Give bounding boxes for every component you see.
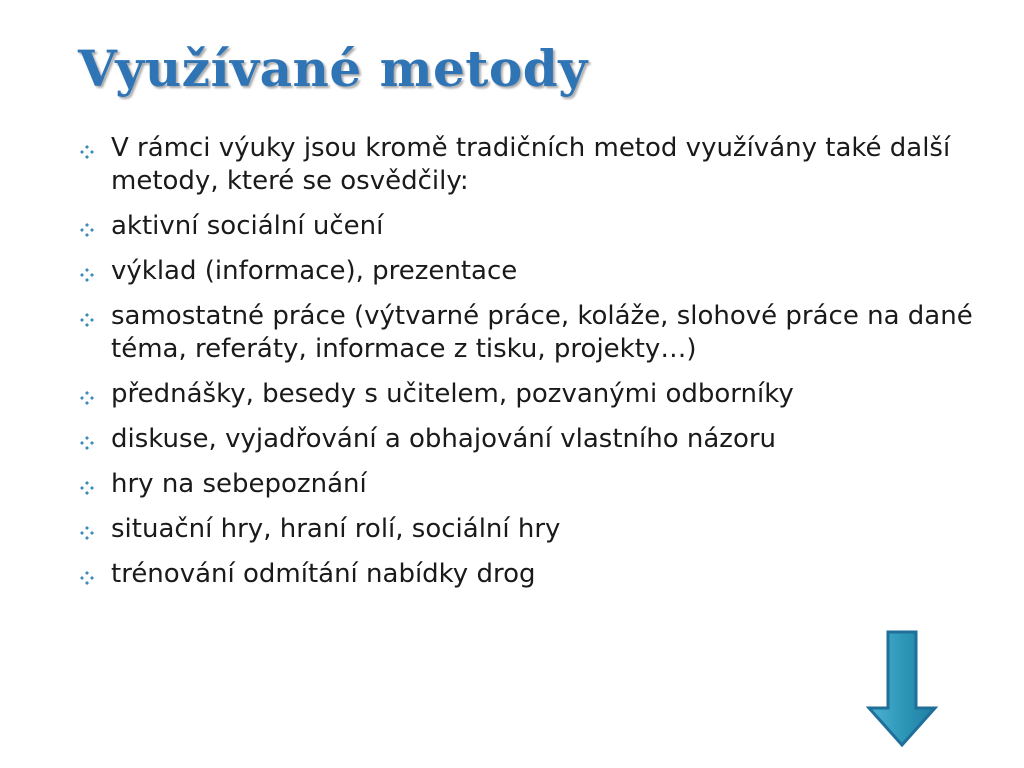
list-item (78, 558, 978, 591)
bullet-list (78, 132, 978, 603)
bullet-text: situační hry, hraní rolí, sociální hry (111, 514, 561, 544)
list-item (78, 513, 978, 546)
four-diamond-icon (80, 223, 94, 237)
four-diamond-icon (80, 268, 94, 282)
four-diamond-icon (80, 571, 94, 585)
bullet-text: V rámci výuky jsou kromě tradičních metod využívány také další metody, které se osvědčily: (111, 133, 951, 196)
list-item (78, 255, 978, 288)
list-item (78, 423, 978, 456)
arrow-down-icon[interactable] (866, 630, 938, 748)
list-item (78, 300, 978, 366)
bullet-text: trénování odmítání nabídky drog (111, 559, 536, 589)
bullet-text: výklad (informace), prezentace (111, 256, 518, 286)
four-diamond-icon (80, 145, 94, 159)
four-diamond-icon (80, 391, 94, 405)
four-diamond-icon (80, 481, 94, 495)
bullet-text: aktivní sociální učení (111, 211, 384, 241)
list-item (78, 132, 978, 198)
bullet-text: samostatné práce (výtvarné práce, koláže, slohové práce na dané téma, referáty, informace z tisku, projekty…) (111, 301, 973, 364)
list-item (78, 378, 978, 411)
bullet-text: přednášky, besedy s učitelem, pozvanými odborníky (111, 379, 794, 409)
bullet-text: hry na sebepoznání (111, 469, 367, 499)
list-item (78, 210, 978, 243)
four-diamond-icon (80, 436, 94, 450)
list-item (78, 468, 978, 501)
slide-title: Využívané metody (78, 39, 588, 98)
bullet-text: diskuse, vyjadřování a obhajování vlastního názoru (111, 424, 777, 454)
four-diamond-icon (80, 526, 94, 540)
four-diamond-icon (80, 313, 94, 327)
